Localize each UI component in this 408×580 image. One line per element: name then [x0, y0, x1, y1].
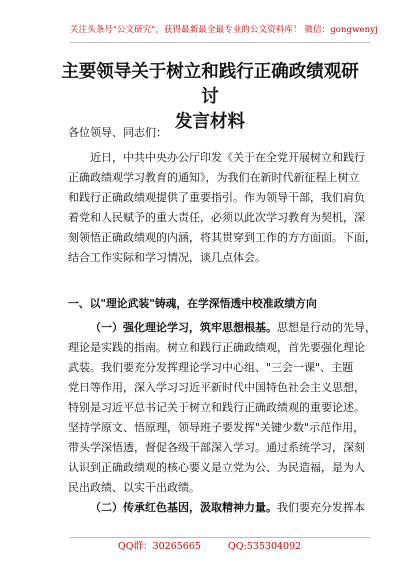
sub1-line: 党日等作用，深入学习习近平新时代中国特色社会主义思想， [68, 381, 365, 394]
greeting: 各位领导、同志们： [68, 126, 167, 139]
footer-qq-group: QQ群：30265665 [118, 541, 201, 552]
sub2-lead-text: 我们要充分发挥本 [277, 501, 365, 514]
intro-line: 刻领悟正确政绩观的内涵，将其贯穿到工作的方方面面。下面， [68, 231, 376, 244]
header-divider [70, 42, 370, 43]
footer-divider [70, 537, 370, 538]
intro-line: 和践行正确政绩观提供了重要指引。作为领导干部，我们肩负 [68, 191, 365, 204]
sub1-line: 理论是实践的指南。树立和践行正确政绩观，首先要强化理论 [68, 341, 365, 354]
intro-line: 结合工作实际和学习情况，谈几点体会。 [68, 251, 266, 264]
title-line-1: 主要领导关于树立和践行正确政绩观研讨 [61, 62, 359, 107]
footer-qq-contact: QQ:535304092 [228, 541, 302, 552]
sub1-paragraph [68, 318, 376, 518]
sub2-first-line [68, 498, 365, 518]
intro-line: 正确政绩观学习教育的通知》，为我们在新时代新征程上树立 [68, 171, 360, 184]
section-heading-1: 一、以"理论武装"铸魂，在学深悟透中校准政绩方向 [68, 297, 317, 310]
sub1-first-line [68, 318, 376, 338]
sub1-line: 认识到正确政绩观的核心要义是立党为公、为民造福，是为人 [68, 461, 365, 474]
sub1-line: 特别是习近平总书记关于树立和践行正确政绩观的重要论述。 [68, 401, 365, 414]
sub1-line: 民出政绩、以实干出政绩。 [68, 481, 200, 494]
sub1-lead-text: 思想是行动的先导， [277, 321, 376, 334]
sub-heading-2: （二）传承红色基因，汲取精神力量。 [90, 501, 277, 514]
intro-line: 近日，中共中央办公厅印发《关于在全党开展树立和践行 [90, 151, 365, 164]
intro-line: 着党和人民赋予的重大责任，必须以此次学习教育为契机，深 [68, 211, 365, 224]
sub-heading-1: （一）强化理论学习，筑牢思想根基。 [90, 321, 277, 334]
sub1-line: 武装。我们要充分发挥理论学习中心组、"三会一课"、主题 [68, 361, 354, 374]
header-promo-note: 关注头条号"公文研究"，获得最新最全最专业的公文资料库！ 微信：gongwenyj [70, 25, 378, 35]
sub1-line: 带头学深悟透，督促各级干部深入学习。通过系统学习，深刻 [68, 441, 365, 454]
document-title [60, 60, 360, 135]
sub1-line: 坚持学原文、悟原理，领导班子要发挥"关键少数"示范作用， [68, 421, 365, 434]
intro-paragraph [68, 148, 376, 268]
title-line-2: 发言材料 [175, 112, 245, 132]
